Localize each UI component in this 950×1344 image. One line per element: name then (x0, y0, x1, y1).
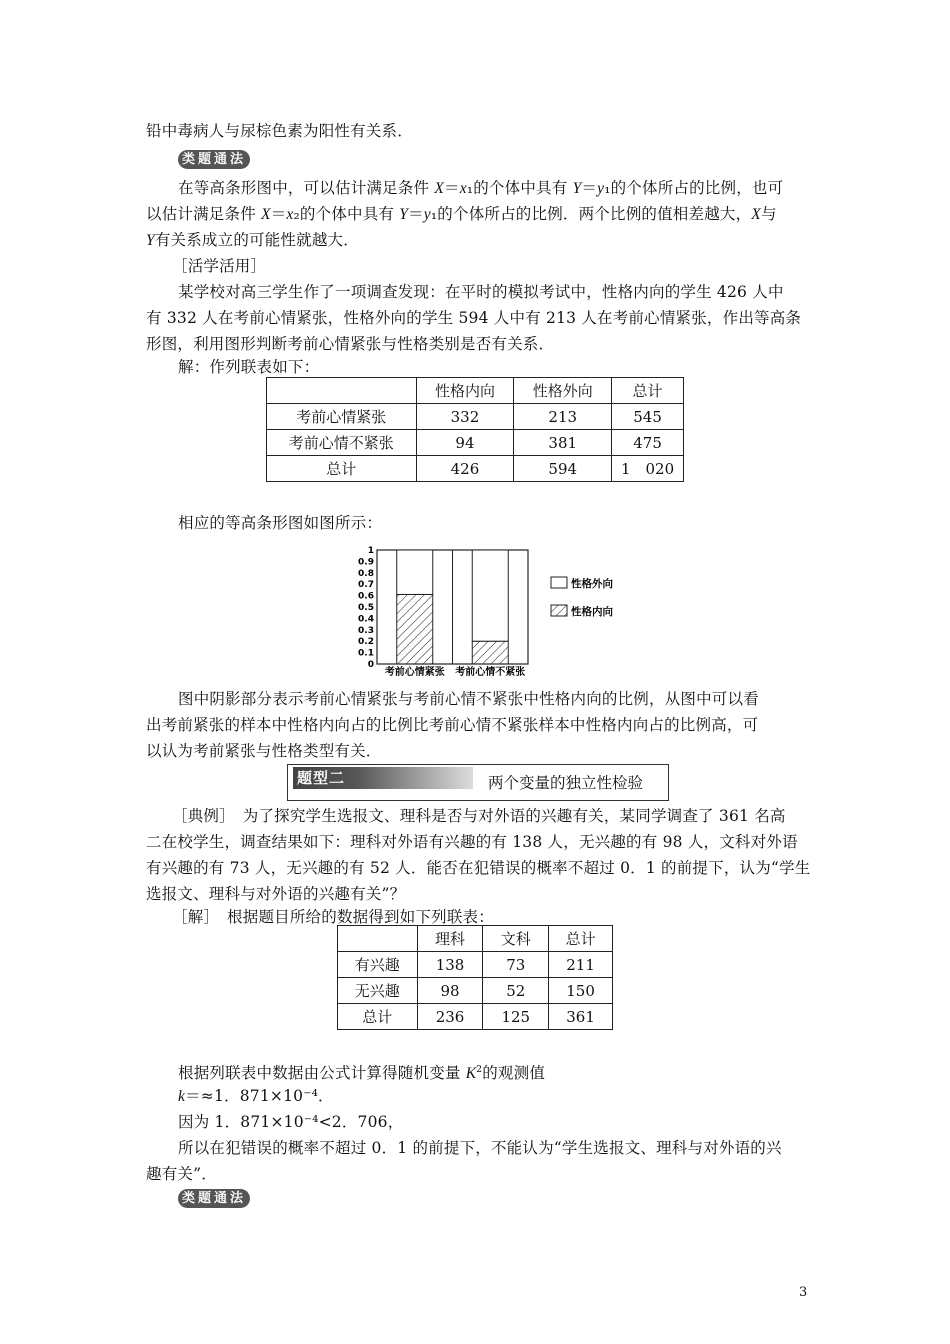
table-cell: 总计 (267, 456, 417, 482)
contingency-table-personality (266, 377, 684, 482)
table-cell: 426 (416, 456, 514, 482)
table-cell: 94 (416, 430, 514, 456)
y-tick-label: 0.3 (358, 625, 374, 636)
text-line (146, 230, 359, 251)
table-cell: 理科 (417, 926, 483, 952)
text-seg: 在等高条形图中，可以估计满足条件 (178, 179, 435, 197)
table-cell: 545 (612, 404, 684, 430)
text-seg: ＝≈1．871×10⁻⁴． (185, 1087, 334, 1105)
text-seg: ₁的个体中具有 (466, 179, 573, 197)
text-line: 以认为考前紧张与性格类型有关． (146, 742, 382, 760)
var-Y: Y (572, 180, 582, 197)
y-tick-label: 0.8 (358, 568, 374, 579)
text-seg: ₁的个体所占的比例．两个比例的值相差越大， (430, 205, 752, 223)
text-seg: ₁的个体所占的比例，也可 (604, 179, 784, 197)
text-seg: 以估计满足条件 (146, 205, 262, 223)
text-line (178, 1086, 334, 1107)
text-line (178, 1060, 545, 1084)
y-tick-label: 0 (367, 660, 374, 670)
table-row (338, 1004, 613, 1030)
text-line: 选报文、理科与对外语的兴趣有关”？ (146, 885, 406, 903)
legend-label: 性格外向 (571, 578, 613, 590)
table-cell: 52 (483, 978, 549, 1004)
table-cell: 1 020 (612, 456, 684, 482)
text-line: 有 332 人在考前心情紧张，性格外向的学生 594 人中有 213 人在考前心情紧张，作出等高条 (146, 309, 802, 327)
table-cell: 73 (483, 952, 549, 978)
text-seg: 与 (760, 205, 777, 223)
y-tick-label: 0.4 (358, 614, 374, 625)
contingency-table-interest (337, 925, 613, 1030)
text-seg: ＝ (444, 179, 460, 197)
var-Y: Y (146, 232, 155, 249)
text-line: 出考前紧张的样本中性格内向占的比例比考前心情不紧张样本中性格内向占的比例高，可 (146, 716, 759, 734)
y-tick-label: 0.5 (358, 603, 374, 613)
table-cell: 138 (417, 952, 483, 978)
section-header (287, 764, 669, 801)
y-tick-label: 0.1 (358, 648, 374, 659)
text-seg: 根据列联表中数据由公式计算得随机变量 (178, 1064, 466, 1083)
text-seg: ＝ (581, 179, 598, 197)
table-cell: 150 (549, 978, 613, 1004)
bar-extrovert (397, 550, 433, 594)
table-cell: 125 (483, 1004, 549, 1030)
table-cell: 594 (514, 456, 612, 482)
page-number: 3 (799, 1285, 808, 1300)
table-cell: 考前心情紧张 (267, 404, 417, 430)
legend-swatch (551, 577, 567, 588)
table-cell: 总计 (612, 378, 684, 404)
table-cell: 有兴趣 (338, 952, 418, 978)
table-cell (338, 926, 418, 952)
text-line: ［解］ 根据题目所给的数据得到如下列联表： (172, 908, 494, 926)
table-cell: 211 (549, 952, 613, 978)
text-line: 铅中毒病人与尿棕色素为阳性有关系． (146, 122, 413, 140)
table-row (267, 456, 684, 482)
text-line: 图中阴影部分表示考前心情紧张与考前心情不紧张中性格内向的比例，从图中可以看 (178, 690, 759, 708)
table-cell: 性格外向 (514, 378, 612, 404)
text-line: 解：作列联表如下： (178, 358, 320, 376)
table-cell: 无兴趣 (338, 978, 418, 1004)
section-title: 两个变量的独立性检验 (488, 774, 644, 792)
y-tick-label: 0.7 (358, 580, 374, 591)
text-line: 二在校学生，调查结果如下：理科对外语有兴趣的有 138 人，无兴趣的有 98 人，文科对外语 (146, 833, 798, 851)
x-tick-label: 考前心情紧张 (384, 667, 445, 678)
var-x: x (286, 206, 294, 223)
table-cell: 考前心情不紧张 (267, 430, 417, 456)
superscript: 2 (476, 1065, 483, 1075)
table-row (338, 978, 613, 1004)
var-K: K (465, 1065, 477, 1083)
table-row (267, 430, 684, 456)
legend-label: 性格内向 (571, 606, 613, 618)
text-line: 形图，利用图形判断考前心情紧张与性格类别是否有关系． (146, 335, 555, 353)
var-y: y (597, 180, 605, 197)
text-seg: ₂的个体中具有 (293, 205, 400, 223)
section-tag (293, 767, 473, 789)
text-line: 某学校对高三学生作了一项调查发现：在平时的模拟考试中，性格内向的学生 426 人中 (178, 283, 784, 301)
table-cell: 236 (417, 1004, 483, 1030)
table-cell: 475 (612, 430, 684, 456)
table-cell: 381 (514, 430, 612, 456)
table-cell: 总计 (338, 1004, 418, 1030)
bar-introvert (472, 641, 508, 664)
table-row (338, 952, 613, 978)
text-line (178, 178, 783, 199)
text-line: 所以在犯错误的概率不超过 0．1 的前提下，不能认为“学生选报文、理科与对外语的兴 (178, 1139, 782, 1157)
table-header-row (338, 926, 613, 952)
text-line: 相应的等高条形图如图所示： (178, 514, 383, 532)
text-line (146, 204, 777, 225)
y-tick-label: 0.9 (358, 557, 374, 568)
var-X: X (751, 206, 761, 223)
text-seg: 有关系成立的可能性就越大． (154, 231, 359, 249)
table-cell: 总计 (549, 926, 613, 952)
table-cell (267, 378, 417, 404)
table-cell: 332 (416, 404, 514, 430)
table-cell: 性格内向 (416, 378, 514, 404)
var-y: y (423, 206, 431, 223)
bar-introvert (397, 594, 433, 664)
var-X: X (434, 180, 445, 197)
var-Y: Y (399, 206, 409, 223)
x-tick-label: 考前心情不紧张 (455, 667, 526, 678)
category-method-badge: 类题通法 (178, 1189, 250, 1208)
text-line: 因为 1．871×10⁻⁴<2．706， (178, 1113, 404, 1131)
y-tick-label: 1 (367, 546, 374, 556)
stacked-bar-chart (345, 538, 645, 678)
y-tick-label: 0.2 (358, 637, 374, 648)
text-line: ［典例］ 为了探究学生选报文、理科是否与对外语的兴趣有关，某同学调查了 361 名高 (172, 807, 786, 825)
table-cell: 文科 (483, 926, 549, 952)
section-tag-label: 题型二 (297, 769, 346, 787)
text-line: ［活学活用］ (172, 257, 267, 275)
var-k: k (178, 1088, 186, 1105)
text-line: 有兴趣的有 73 人，无兴趣的有 52 人．能否在犯错误的概率不超过 0．1 的前提下，认为“学生 (146, 859, 811, 877)
text-line: 趣有关”． (146, 1165, 217, 1183)
y-tick-label: 0.6 (358, 591, 374, 602)
text-seg: ＝ (270, 205, 287, 223)
var-X: X (261, 206, 271, 223)
category-method-badge: 类题通法 (178, 150, 250, 169)
legend-swatch (551, 605, 567, 616)
table-row (267, 404, 684, 430)
text-seg: 的观测值 (482, 1064, 546, 1083)
bar-extrovert (472, 550, 508, 641)
table-header-row (267, 378, 684, 404)
table-cell: 213 (514, 404, 612, 430)
text-seg: ＝ (408, 205, 424, 223)
table-cell: 361 (549, 1004, 613, 1030)
var-x: x (459, 180, 467, 197)
table-cell: 98 (417, 978, 483, 1004)
